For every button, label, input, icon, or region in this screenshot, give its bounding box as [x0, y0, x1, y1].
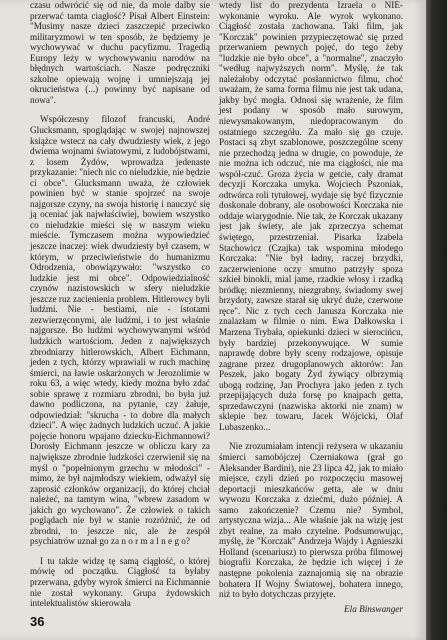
- paragraph: I tu także widzę tę samą ciągłość, o której mówię od początku. Ciągłość ta byłaby przerwana, gdyby wyrok śmierci na Eichmannie nie został wykonany. Grupa żydowskich intelektualistów skierowała: [30, 555, 210, 609]
- text-column-right: [219, 0, 403, 614]
- text-column-left: [30, 0, 211, 609]
- page-number: 36: [30, 614, 45, 629]
- author-signature: Ela Binswanger: [344, 603, 403, 614]
- binding-edge: [426, 0, 447, 640]
- paragraph: Nie zrozumiałam intencji reżysera w ukazaniu śmierci samobójczej Czerniakowa (grał go Aleksander Bardini), nie 23 lipca 42, jak to miało miejsce, czyli dzień po rozpoczęciu masowej deportacji mieszkańców getta, ale w dniu wywozu Korczaka z dziećmi, dużo później. A samo zakończenie? Czemu nie? Symbol, artystyczna wizja... Ale właśnie jak na wizję jest zbyt realne, za mało czytelne. Podsumowując, myślę, że "Korczak" Andrzeja Wajdy i Agnieszki Holland (scenariusz) to pierwsza próba filmowej biografii Korczaka, że będzie ich więcej i że następne pokolenia zaznajomią się na obrazie bohatera II Wojny Światowej, bohatera innego, niż to było dotychczas przyjęte.: [219, 441, 403, 600]
- paragraph: czasu odwrócić się od nie, da mole dalby sie przerwać tamta ciagłość? Pisał Albert Einstein: "Musimy nasze dzieci zaszczepić przeciwko militaryzmowi w ten sposób, że będziemy je wychowywać w duchu pacyfizmu. Tragedią Europy leży w wychowywaniu narodów na błędnych wartościach. Nasze podręczniki szkolne opiewają wojnę i umniejszają jej okrucieństwa (...) powinny być napisane od nowa".: [30, 0, 210, 105]
- paragraph: wtedy list do prezydenta Izraela o NIE-wykonanie wyroku. Ale wyrok wykonano. Ciągłość została zachowana. Taki film, jak "Korczak" powinien przypieczętować się przed przerwaniem pewnych pojęć, do tego żeby "ludzkie nie było obce", a "normalne", znaczyło "według najwyższych norm". Myślę, że tak należałoby odczytać posłannictwo filmu, choć uważam, że sama forma filmu nie jest tak udana, jakby być mogła. Odnosi się wrażenie, że film jest podany w sposób mało surowym, niewysmakowanym, niedopracowanym do ostatniego szczegółu. Za mało się go czuje. Postaci są zbyt szablonowe, poszczególne sceny nie przechodzą jedna w drugie, co powoduje, że nie można ich odczuć, nie ma ciągłości, nie ma współ-czuć. Groza życia w getcie, cały dramat decyzji Korczaka umyka. Wojciech Pszoniak, odtwórca roli tytułowej, wydaje się być fizycznie doskonale dobrany, ale osobowości Korczaka nie oddaje wiarygodnie. Nie tak, że Korczak ukazany jest jak świety, ale jak zprzeczya schemat świętego, przestrzeniał. Pisarka Izabela Stachowicz (Czajka) tak wspomina młodego Korczaka: "Nie był ładny, raczej brzydki, zaczerwienione oczy smutno patrzyły spoza szkieł binokli, mial jame, rzadkie włosy i rzadką bródkę; niezmienny, niezgrabny, świadomy swej brzydoty, zawsze starał się ukryć duże, czerwone ręce". Nic z tych cech Janusza Korczaka nie znalazłam w filmie o nim. Ewa Dałkowska i Marzena Trybała, opiekunki dzieci w sierocińcu, były bardziej przekonywujące. W sumie naprawdę dobre były sceny rodzajowe, opisuje zagrane przez drugoplanowych aktorów: Jan Peszek, jako bogaty Żyd żywiący olbrzymią ubogą rodzinę, Jan Prochyra jako jeden z tych przepijających duża forsę po knajpach getta, sprzedawczyni (nazwiska aktorki nie znam) w sklepie bez towaru, Jacek Wójcicki, Olaf Lubaszenko...: [219, 0, 403, 432]
- paragraph: Współczesny filozof francuski, André Glucksmann, spoglądając w swojej najnowszej książce wstecz na cały dwudziesty wiek, z jego dwiema wojnami światowymi, z ludobójstwami, z losem Żydów, wprowadza jedenaste przykazanie: "niech nic co nieludzkie, nie będzie ci obce". Glucksmann uważa, że człowiek powinien być w stanie spojrzeć na swoje najgorsze czyny, na swoja historię i nauczyć się ją oceniać jak najwłaściwiej, bowiem wszystko co nieludzkie mieści się w naszym wieku mieście. Tymczasem można wypowiedzieć jeszcze inaczej: wiek dwudziesty był czasem, w którym, w przeciwieństwie do humanizmu Odrodzenia, obowiązywało: "wszystko co ludzkie jest mi obce". Odpowiedzialność czynów nazistowskich w sfery nieludzkie jeszcze ruz zacienienia problem. Hitlerowcy byli ludźmi. Nie - bestiami, nie - istotami zezwierzęconymi, ale ludźmi, i to jest właśnie najgorsze. Bo ludźmi wychowywanymi wśród ludzkich wartościom. Jeden z największych zbrodniarzy hitlerowskich, Albert Eichmann, jeden z tych, którzy wprawiali w ruch machinę śmierci, na ławie oskarżonych w Jerozolimie w roku 63, a więc wtedy, kiedy można było zdać sobie sprawę z rozmiaru zbrodni, bo była już dawno podliczona, na pytanie, czy żałuje, odpowiedział: "skrucha - to dobre dla małych dzieci". A więc żadnych ludzkich uczuć. A jakie pojęcie honoru wpajano dziecku-Eichmannowi? Dorosły Eichmann jeszcze w obliczu kary za największe zbrodnie ludzkości czerwienił się na myśl o "popełnionym grzechu w młodości" - mimo, że był najmłodszy wiekiem, odważył się zaprosić członków organizacji, do której chciał należeć, na tamtym wina, "wbrew zasadom w jakich go wychowano". Że człowiek o takich poglądach nie był w stanie rozróżnić, że od zbrodni, to jeszcze nic, ale że zespół psychiatrów uznał go za n o r m a l n e g o?: [30, 114, 211, 547]
